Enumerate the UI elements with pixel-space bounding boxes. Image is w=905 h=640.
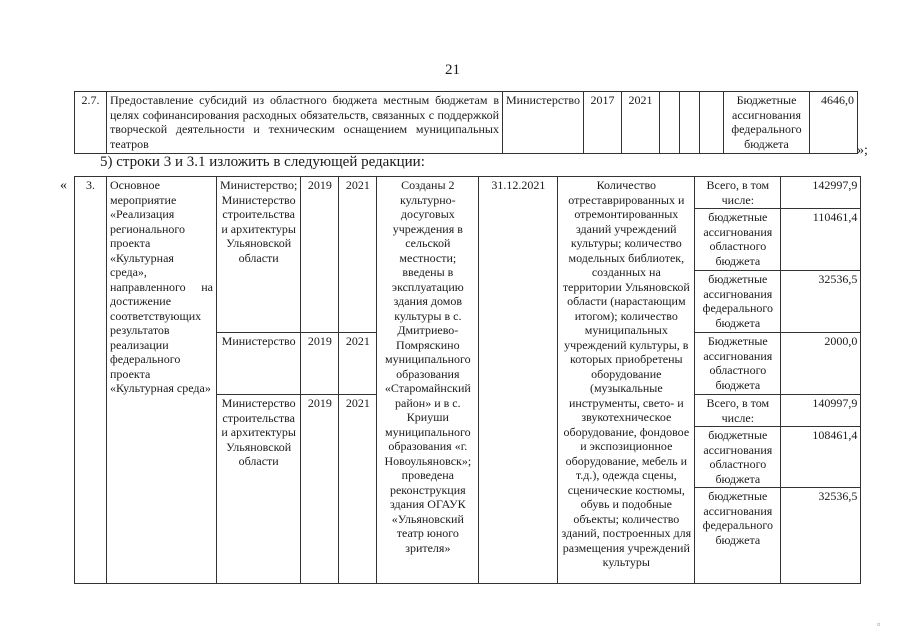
- table-row-2-7: [74, 91, 858, 154]
- funding-source: Бюджетные ассигнования федерального бюджета: [724, 92, 810, 154]
- empty-cell: [700, 92, 724, 154]
- funding-source: бюджетные ассигнования областного бюджета: [695, 209, 781, 271]
- page-number: 21: [445, 62, 460, 78]
- target-indicator: Количество отреставрированных и отремонтированных зданий учреждений культуры; количество модельных библиотек, созданных на территории Ульяновской области (нарастающим итогом); количество муниципальных учреждений культуры, в которых приобретены оборудование (музыкальные инструменты, свето- и звукотехническое оборудование, фондовое и экспозиционное оборудование, мебель и т.д.), одежда сцены, сценические костюмы, обувь и подобные объекты; количество зданий, построенных для размещения учреждений культуры: [558, 177, 695, 584]
- funding-amount: 2000,0: [781, 333, 861, 395]
- start-year: 2017: [584, 92, 622, 154]
- start-year: 2019: [301, 395, 339, 584]
- end-year: 2021: [339, 333, 377, 395]
- empty-cell: [680, 92, 700, 154]
- executor: Министерство строительства и архитектуры Ульяновской области: [217, 395, 301, 584]
- row-number: 3.: [75, 177, 107, 584]
- funding-amount: 4646,0: [810, 92, 858, 154]
- funding-source: Всего, в том числе:: [695, 395, 781, 427]
- completion-date: 31.12.2021: [479, 177, 558, 584]
- end-year: 2021: [622, 92, 660, 154]
- funding-source: Всего, в том числе:: [695, 177, 781, 209]
- end-year: 2021: [339, 395, 377, 584]
- executor: Министерство: [217, 333, 301, 395]
- closing-quote: »;: [857, 143, 868, 158]
- funding-source: бюджетные ассигнования федерального бюджета: [695, 271, 781, 333]
- funding-amount: 32536,5: [781, 271, 861, 333]
- start-year: 2019: [301, 177, 339, 333]
- opening-quote: «: [60, 178, 67, 193]
- table-row-3: [74, 176, 861, 584]
- instruction-text: 5) строки 3 и 3.1 изложить в следующей редакции:: [100, 154, 425, 170]
- funding-source: Бюджетные ассигнования областного бюджета: [695, 333, 781, 395]
- funding-amount: 110461,4: [781, 209, 861, 271]
- funding-amount: 140997,9: [781, 395, 861, 427]
- executor: Министерство; Министерство строительства и архитектуры Ульяновской области: [217, 177, 301, 333]
- funding-amount: 108461,4: [781, 427, 861, 488]
- funding-amount: 32536,5: [781, 488, 861, 584]
- end-year: 2021: [339, 177, 377, 333]
- activity-text: Предоставление субсидий из областного бюджета местным бюджетам в целях софинансирования расходных обязательств, связанных с поддержкой творческой деятельности и техническим оснащением муниципальных театров: [107, 92, 503, 154]
- executor: Министерство: [503, 92, 584, 154]
- empty-cell: [660, 92, 680, 154]
- funding-source: бюджетные ассигнования федерального бюджета: [695, 488, 781, 584]
- row-number: 2.7.: [75, 92, 107, 154]
- expected-result: Созданы 2 культурно-досуговых учреждения в сельской местности; введены в эксплуатацию здания домов культуры в с. Дмитриево-Помряскино муниципального образования «Старомайнский район» и в с. Криуши муниципального образования «г. Новоульяновск»; проведена реконструкция здания ОГАУК «Ульяновский театр юного зрителя»: [377, 177, 479, 584]
- funding-source: бюджетные ассигнования областного бюджета: [695, 427, 781, 488]
- activity-text: Основное мероприятие «Реализация регионального проекта «Культурная среда», направленного на достижение соответствующих результатов реализации федерального проекта «Культурная среда»: [107, 177, 217, 584]
- start-year: 2019: [301, 333, 339, 395]
- funding-amount: 142997,9: [781, 177, 861, 209]
- corner-mark-icon: ▫: [877, 619, 881, 629]
